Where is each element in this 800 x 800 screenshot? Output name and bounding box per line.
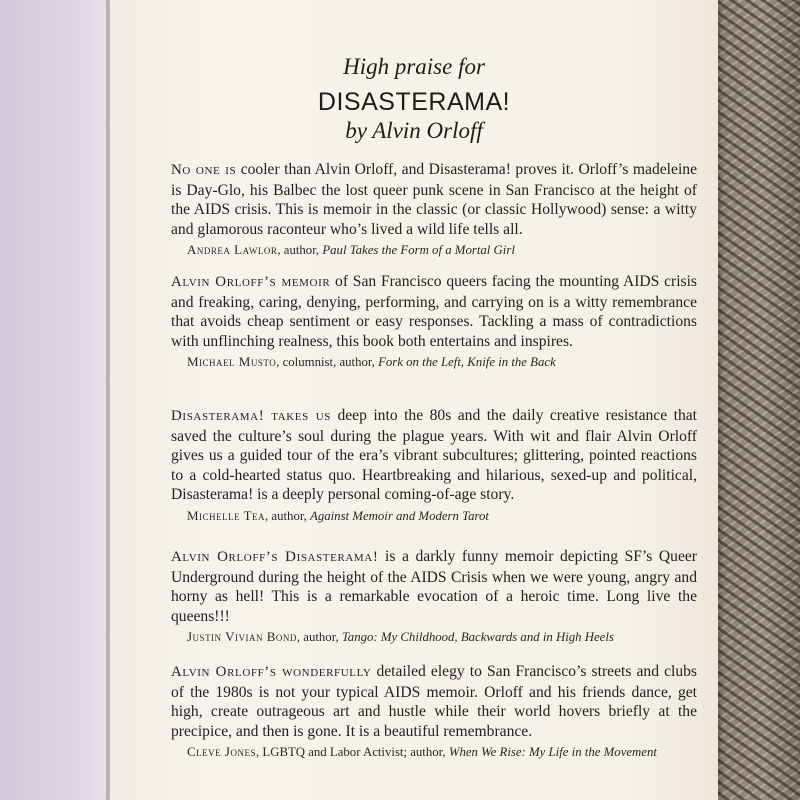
blurb-body: cooler than Alvin Orloff, and Disasterama! proves it. Orloff’s madeleine is Day-Glo, his Balbec the lost queer punk scene in San Francisco at the height of the AIDS crisis. This is memoir in the classic (or classic Hollywood) sense: a witty and glamorous raconteur who’s lived a wild life tells all. [171, 161, 697, 238]
reviewer-work: When We Rise: My Life in the Movement [448, 745, 657, 760]
reviewer-role: , author, [296, 630, 342, 645]
blurb-body: detailed elegy to San Francisco’s streets and clubs of the 1980s is not your typical AIDS memoir. Orloff and his friends dance, get high, create outrageous art and hustle while their world hovers briefly at the precipice, and then is gone. It is a beautiful remembrance. [171, 663, 697, 740]
blurb-2 [171, 272, 697, 370]
reviewer-name: Cleve Jones [187, 744, 256, 760]
reviewer-role: , author, [277, 243, 323, 258]
reviewer-name: Michelle Tea [187, 507, 266, 523]
reviewer-work: Paul Takes the Form of a Mortal Girl [322, 243, 515, 258]
book-author: by Alvin Orloff [345, 118, 483, 143]
reviewer-work: Fork on the Left, Knife in the Back [378, 355, 556, 370]
blurb-lead: No one is [171, 162, 237, 178]
blurb-5 [171, 662, 697, 760]
reviewer-name: Justin Vivian Bond [187, 629, 297, 645]
carpet-background [710, 0, 800, 800]
blurb-lead: Disasterama! takes us [171, 408, 331, 424]
blurb-lead: Alvin Orloff’s Disasterama! [171, 549, 379, 565]
blurb-attribution [187, 242, 697, 258]
blurb-attribution [187, 744, 697, 760]
reviewer-name: Michael Musto [187, 354, 277, 370]
blurb-attribution [187, 629, 697, 645]
book-title: DISASTERAMA! [317, 88, 511, 116]
praise-heading: High praise for [343, 54, 485, 79]
blurb-lead: Alvin Orloff’s memoir [171, 274, 331, 290]
reviewer-work: Against Memoir and Modern Tarot [310, 508, 489, 523]
blurb-text [171, 160, 697, 239]
reviewer-role: , author, [265, 508, 310, 523]
reviewer-role: , columnist, author, [276, 355, 379, 370]
blurb-lead: Alvin Orloff’s wonderfully [171, 664, 372, 680]
blurb-text [171, 406, 697, 505]
blurb-body: is a darkly funny memoir depicting SF’s Queer Underground during the height of the AIDS Crisis when we were young, angry and horny as hell! This is a remarkable evocation of a heroic time. Long live the queens!!! [171, 548, 697, 625]
blurb-3 [171, 406, 697, 524]
previous-page-edge [0, 0, 112, 800]
reviewer-name: Andrea Lawlor [187, 242, 278, 258]
blurb-text [171, 547, 697, 626]
blurb-body: deep into the 80s and the daily creative resistance that saved the culture’s soul during the plague years. With wit and flair Alvin Orloff gives us a guided tour of the era’s vibrant subcultures; glittering, pointed reactions to a cold-hearted status quo. Heartbreaking and hilarious, sexed-up and political, Disasterama! is a deeply personal coming-of-age story. [171, 407, 697, 504]
blurb-4 [171, 547, 697, 645]
book-page [110, 0, 718, 800]
blurb-1 [171, 160, 697, 258]
blurb-attribution [187, 508, 697, 524]
blurb-text [171, 662, 697, 741]
blurb-text [171, 272, 697, 351]
blurb-attribution [187, 354, 697, 370]
blurb-body: of San Francisco queers facing the mounting AIDS crisis and freaking, caring, denying, performing, and carrying on is a witty remembrance that avoids cheap sentiment or easy responses. Tackling a mass of contradictions with unflinching realness, this book both entertains and inspires. [171, 273, 697, 350]
reviewer-work: Tango: My Childhood, Backwards and in High Heels [341, 630, 614, 645]
reviewer-role: , LGBTQ and Labor Activist; author, [255, 745, 449, 760]
